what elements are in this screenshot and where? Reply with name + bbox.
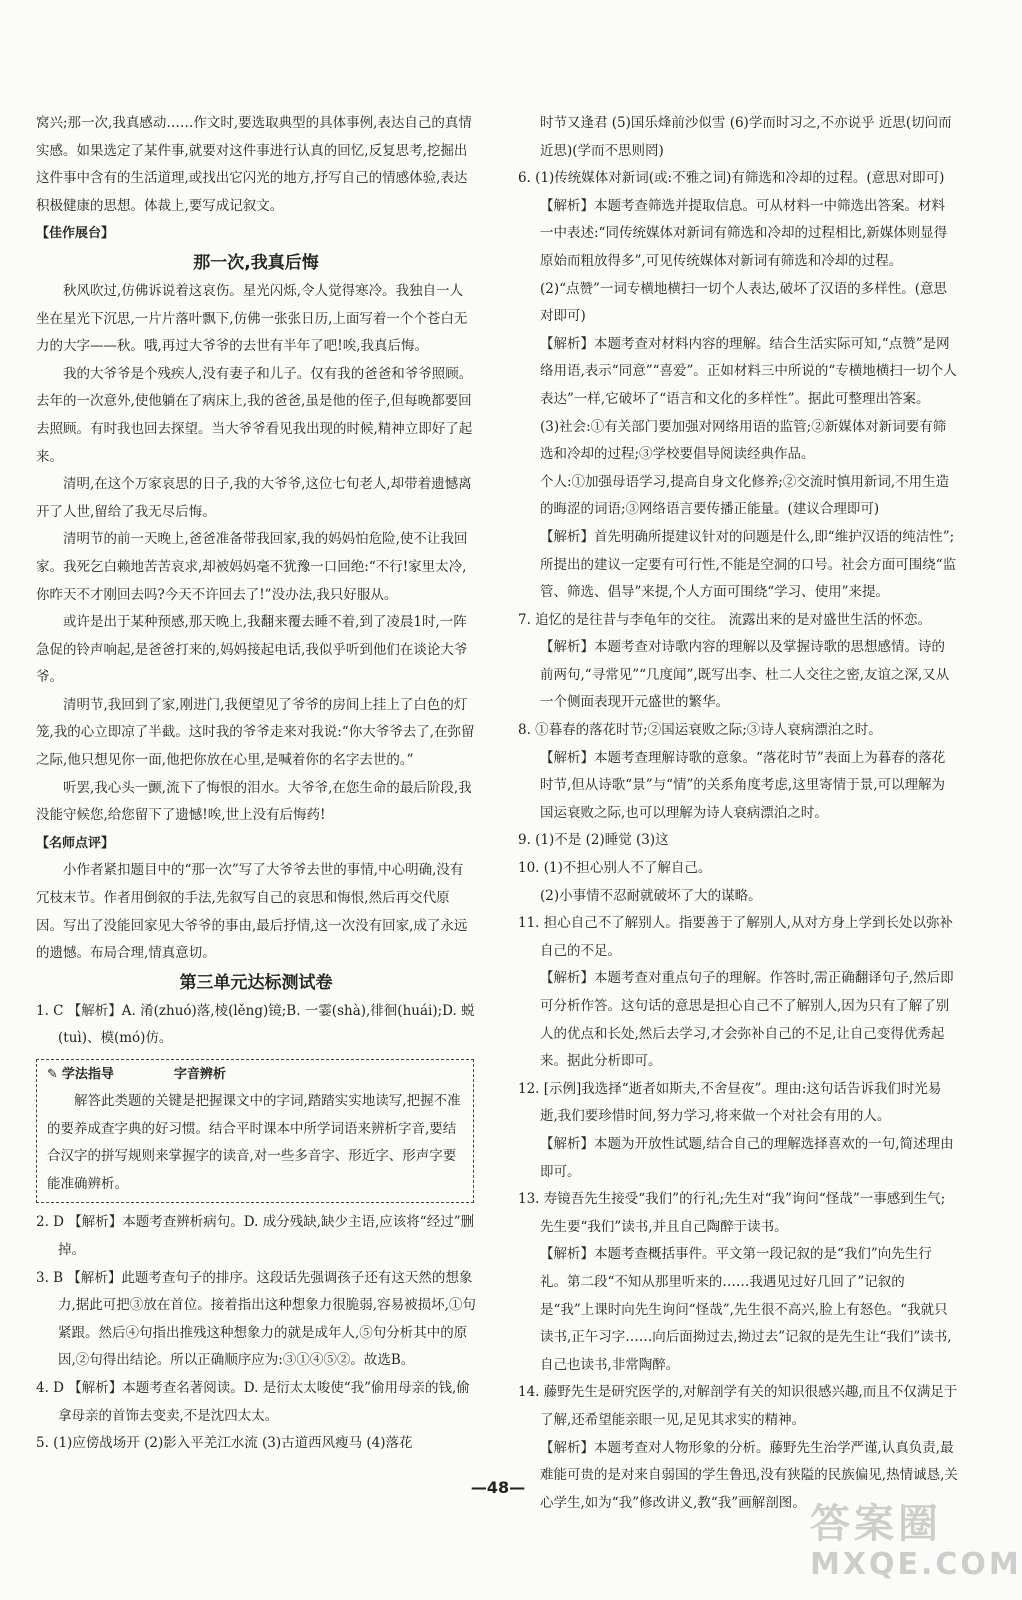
answer-3: 3. B 【解析】此题考查句子的排序。这段话先强调孩子还有这天然的想象力,据此可把③放在首位。接着指出这种想象力很脆弱,容易被损坏,①句紧跟。然后④句指出推残这种想象力的就是成年人,⑤句分析其中的原因,②句得出结论。所以正确顺序应为:③①④⑤②。故选B。 bbox=[36, 1269, 476, 1369]
answer-item: 11. 担心自己不了解别人。指要善于了解别人,从对方身上学到长处以弥补自己的不足。 bbox=[518, 915, 954, 959]
study-guide-title: 字音辨析 bbox=[173, 1067, 226, 1082]
essay-title: 那一次,我真后悔 bbox=[193, 252, 319, 273]
watermark-line1: 答案圈 bbox=[810, 1501, 942, 1547]
teacher-comment: 小作者紧扣题目中的“那一次”写了大爷爷去世的事情,中心明确,没有冗枝末节。作者用倒叙的手法,先叙写自己的哀思和悔恨,然后再交代原因。写出了没能回家见大爷爷的事由,最后抒情,这一次没有回家,成了永远的遗憾。布局合理,情真意切。 bbox=[36, 862, 468, 962]
study-guide-header bbox=[47, 1062, 463, 1088]
answer-5: 5. (1)应傍战场开 (2)影入平羌江水流 (3)古道西风瘦马 (4)落花 bbox=[36, 1435, 413, 1452]
essay-paragraph: 清明节,我回到了家,刚进门,我便望见了爷爷的房间上挂上了白色的灯笼,我的心立即凉了半截。这时我的爷爷走来对我说:“你大爷爷去了,在弥留之际,他只想见你一面,他把你放在心里,是喊着你的名字去世的。” bbox=[36, 696, 475, 769]
answer-item: 【解析】本题考查对诗歌内容的理解以及掌握诗歌的思想感情。诗的前两句,“寻常见”“几度闻”,既写出李、杜二人交往之密,友谊之深,又从一个侧面表现开元盛世的繁华。 bbox=[540, 639, 950, 711]
comment-tag: 【名师点评】 bbox=[36, 835, 115, 851]
essay-paragraph: 清明,在这个万家哀思的日子,我的大爷爷,这位七旬老人,却带着遗憾离开了人世,留给了我无尽后悔。 bbox=[36, 476, 472, 520]
answer-item: 【解析】本题考查对人物形象的分析。藤野先生治学严谨,认真负责,最难能可贵的是对来自弱国的学生鲁迅,没有狭隘的民族偏见,热情诚恳,关心学生,如为“我”修改讲义,教“我”画解剖图。 bbox=[540, 1439, 958, 1511]
answer-1: 1. C 【解析】A. 淆(zhuó)落,棱(lěng)镜;B. 一霎(shà),徘徊(huái);D. 蜕(tuì)、模(mó)仿。 bbox=[36, 1002, 475, 1047]
answer-item: (2)小事情不忍耐就破坏了大的谋略。 bbox=[540, 887, 762, 904]
essay-paragraph: 我的大爷爷是个残疾人,没有妻子和儿子。仅有我的爸爸和爷爷照顾。去年的一次意外,使他躺在了病床上,我的爸爸,虽是他的侄子,但每晚都要回去照顾。有时我也回去探望。当大爷爷看见我出现的时候,精神立即好了起来。 bbox=[36, 365, 473, 465]
unit-test-title: 第三单元达标测试卷 bbox=[179, 972, 333, 993]
watermark-logo bbox=[810, 1500, 1022, 1590]
essay-paragraph: 清明节的前一天晚上,爸爸准备带我回家,我的妈妈怕危险,使不让我回家。我死乞白赖地苦苦哀求,却被妈妈毫不犹豫一口回绝:“不行!家里太冷,你昨天不才刚回去吗?今天不许回去了!”没办法,我只好服从。 bbox=[36, 531, 468, 603]
right-answer-list bbox=[518, 165, 958, 1517]
answer-item: 个人:①加强母语学习,提高自身文化修养;②交流时慎用新词,不用生造的晦涩的词语;③网络语言要传播正能量。(建议合理即可) bbox=[540, 473, 950, 518]
answer-item: 6. (1)传统媒体对新词(或:不雅之词)有筛选和冷却的过程。(意思对即可) bbox=[518, 170, 945, 187]
answer-item: 10. (1)不担心别人不了解自己。 bbox=[518, 860, 712, 877]
showcase-tag: 【佳作展台】 bbox=[36, 226, 115, 242]
answer-item: 12. [示例]我选择“逝者如斯夫,不舍昼夜”。理由:这句话告诉我们时光易逝,我们要珍惜时间,努力学习,将来做一个对社会有用的人。 bbox=[518, 1080, 942, 1125]
right-column bbox=[518, 110, 958, 1517]
page-number: —48— bbox=[470, 1478, 526, 1497]
answer-item: 13. 寿镜吾先生接受“我们”的行礼;先生对“我”询问“怪哉”一事感到生气;先生要“我们”读书,并且自己陶醉于读书。 bbox=[518, 1191, 946, 1235]
answer-item: (2)“点赞”一词专横地横扫一切个人表达,破坏了汉语的多样性。(意思对即可) bbox=[540, 280, 947, 325]
essay-paragraph: 秋风吹过,仿佛诉说着这哀伤。星光闪烁,令人觉得寒冷。我独自一人坐在星光下沉思,一片片落叶飘下,仿佛一张张日历,上面写着一个个苍白无力的大字——秋。哦,再过大爷爷的去世有半年了吧!唉,我真后悔。 bbox=[36, 282, 468, 355]
answer-4: 4. D 【解析】本题考查名著阅读。D. 是衍太太唆使“我”偷用母亲的钱,偷拿母亲的首饰去变卖,不是沈四太太。 bbox=[36, 1379, 470, 1424]
answer-item: 【解析】本题考查对材料内容的理解。结合生活实际可知,“点赞”是网络用语,表示“同意”“喜爱”。正如材料三中所说的“专横地横扫一切个人表达”一样,它破坏了“语言和文化的多样性”。据此可整理出答案。 bbox=[540, 335, 957, 407]
answer-item: 7. 追忆的是往昔与李龟年的交往。 流露出来的是对盛世生活的怀恋。 bbox=[518, 611, 931, 628]
essay-paragraph: 或许是出于某种预感,那天晚上,我翻来覆去睡不着,到了凌晨1时,一阵急促的铃声响起,是爸爸打来的,妈妈接起电话,我似乎听到他们在谈论大爷爷。 bbox=[36, 614, 468, 686]
pencil-icon: ✎ bbox=[47, 1067, 58, 1082]
answer-item: 9. (1)不是 (2)睡觉 (3)这 bbox=[518, 832, 669, 849]
answer-item: 【解析】本题考查理解诗歌的意象。“落花时节”表面上为暮春的落花时节,但从诗歌“景”与“情”的关系角度考虑,这里寄情于景,可以理解为国运衰败之际,也可以理解为诗人衰病漂泊之时。 bbox=[540, 749, 946, 821]
answer-item: 【解析】本题为开放性试题,结合自己的理解选择喜欢的一句,简述理由即可。 bbox=[540, 1135, 954, 1180]
answer-5-continued: 时节又逢君 (5)国乐烽前沙似雪 (6)学而时习之,不亦说乎 近思(切问而近思)(学而不思则罔) bbox=[540, 115, 952, 159]
answer-item: 【解析】本题考查概括事件。平文第一段记叙的是“我们”向先生行礼。第二段“不知从那里听来的……我遇见过好几回了”记叙的是“我”上课时向先生询问“怪哉”,先生很不高兴,脸上有怒色。“我就只读书,正午习字……向后面拗过去,拗过去”记叙的是先生让“我们”读书,自己也读书,非常陶醉。 bbox=[540, 1246, 952, 1373]
watermark-line2: MXQE.COM bbox=[810, 1547, 1022, 1582]
answer-item: 14. 藤野先生是研究医学的,对解剖学有关的知识很感兴趣,而且不仅满足于了解,还希望能亲眼一见,足见其求实的精神。 bbox=[518, 1384, 958, 1428]
answer-item: 【解析】本题考查筛选并提取信息。可从材料一中筛选出答案。材料一中表述:“同传统媒体对新词有筛选和冷却的过程相比,新媒体则显得原始而粗放得多”,可见传统媒体对新词有筛选和冷却的过程。 bbox=[540, 197, 948, 269]
study-guide-box bbox=[36, 1059, 474, 1203]
essay-paragraph: 听罢,我心头一颤,流下了悔恨的泪水。大爷爷,在您生命的最后阶段,我没能守候您,给您留下了遗憾!唉,世上没有后悔药! bbox=[36, 779, 472, 824]
study-guide-text: 解答此类题的关键是把握课文中的字词,踏踏实实地读写,把握不准的要养成查字典的好习惯。结合平时课本中所学词语来辨析字音,要结合汉字的拼写规则来掌握字的读音,对一些多音字、形近字、形声字要能准确辨析。 bbox=[47, 1093, 461, 1192]
answer-item: 8. ①暮春的落花时节;②国运衰败之际;③诗人衰病漂泊之时。 bbox=[518, 722, 882, 739]
answer-item: 【解析】首先明确所提建议针对的问题是什么,即“维护汉语的纯洁性”;所提出的建议一定要有可行性,不能是空洞的口号。社会方面可围绕“监管、筛选、倡导”来提,个人方面可围绕“学习、使用”来提。 bbox=[540, 528, 957, 601]
intro-paragraph: 窝兴;那一次,我真感动……作文时,要选取典型的具体事例,表达自己的真情实感。如果选定了某件事,就要对这件事进行认真的回忆,反复思考,挖掘出这件事中含有的生活道理,或找出它闪光的地方,抒写自己的情感体验,表达积极健康的思想。体裁上,要写成记叙文。 bbox=[36, 115, 472, 214]
answer-2: 2. D 【解析】本题考查辨析病句。D. 成分残缺,缺少主语,应该将“经过”删掉。 bbox=[36, 1214, 475, 1258]
answer-item: (3)社会:①有关部门要加强对网络用语的监管;②新媒体对新词要有筛选和冷却的过程;③学校要倡导阅读经典作品。 bbox=[540, 418, 947, 463]
answer-item: 【解析】本题考查对重点句子的理解。作答时,需正确翻译句子,然后即可分析作答。这句话的意思是担心自己不了解别人,因为只有了解了别人的优点和长处,然后去学习,才会弥补自己的不足,让自己变得优秀起来。据此分析即可。 bbox=[540, 970, 954, 1070]
left-column bbox=[36, 110, 476, 1458]
study-guide-label: 学法指导 bbox=[61, 1067, 114, 1082]
